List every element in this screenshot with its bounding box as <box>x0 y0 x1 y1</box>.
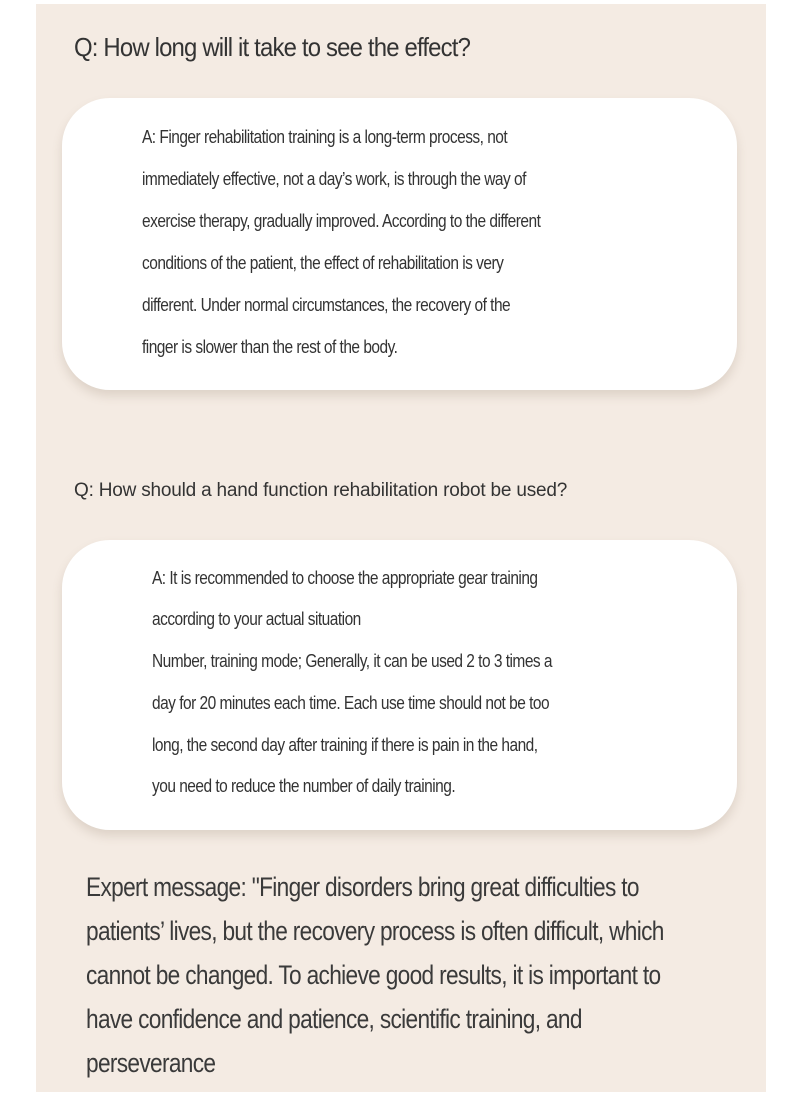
expert-message-line: have confidence and patience, scientific training, and <box>86 1004 582 1034</box>
question-1: Q: How long will it take to see the effect? <box>74 32 471 62</box>
answer-1-line: immediately effective, not a day’s work, is through the way of <box>142 169 526 189</box>
answer-1-line: different. Under normal circumstances, the recovery of the <box>142 295 511 315</box>
answer-2-line: you need to reduce the number of daily training. <box>152 776 456 796</box>
answer-2-line: according to your actual situation <box>152 609 361 629</box>
answer-card-2 <box>62 540 737 830</box>
answer-2-line: day for 20 minutes each time. Each use time should not be too <box>152 693 550 713</box>
answer-1-line: exercise therapy, gradually improved. According to the different <box>142 211 541 231</box>
expert-message-line: patients’ lives, but the recovery process is often difficult, which <box>86 916 664 946</box>
question-2: Q: How should a hand function rehabilitation robot be used? <box>74 480 568 501</box>
expert-message-line: Expert message: "Finger disorders bring great difficulties to <box>86 872 639 902</box>
answer-1-line: A: Finger rehabilitation training is a long-term process, not <box>142 127 508 147</box>
answer-1-line: finger is slower than the rest of the body. <box>142 337 398 357</box>
faq-page <box>36 4 766 1092</box>
answer-1-line: conditions of the patient, the effect of rehabilitation is very <box>142 253 504 273</box>
answer-card-1 <box>62 98 737 390</box>
answer-2-line: long, the second day after training if there is pain in the hand, <box>152 735 538 755</box>
expert-message-line: perseverance <box>86 1048 216 1078</box>
answer-2-line: A: It is recommended to choose the appropriate gear training <box>152 568 538 588</box>
expert-message-line: cannot be changed. To achieve good results, it is important to <box>86 960 661 990</box>
answer-2-line: Number, training mode; Generally, it can be used 2 to 3 times a <box>152 651 553 671</box>
